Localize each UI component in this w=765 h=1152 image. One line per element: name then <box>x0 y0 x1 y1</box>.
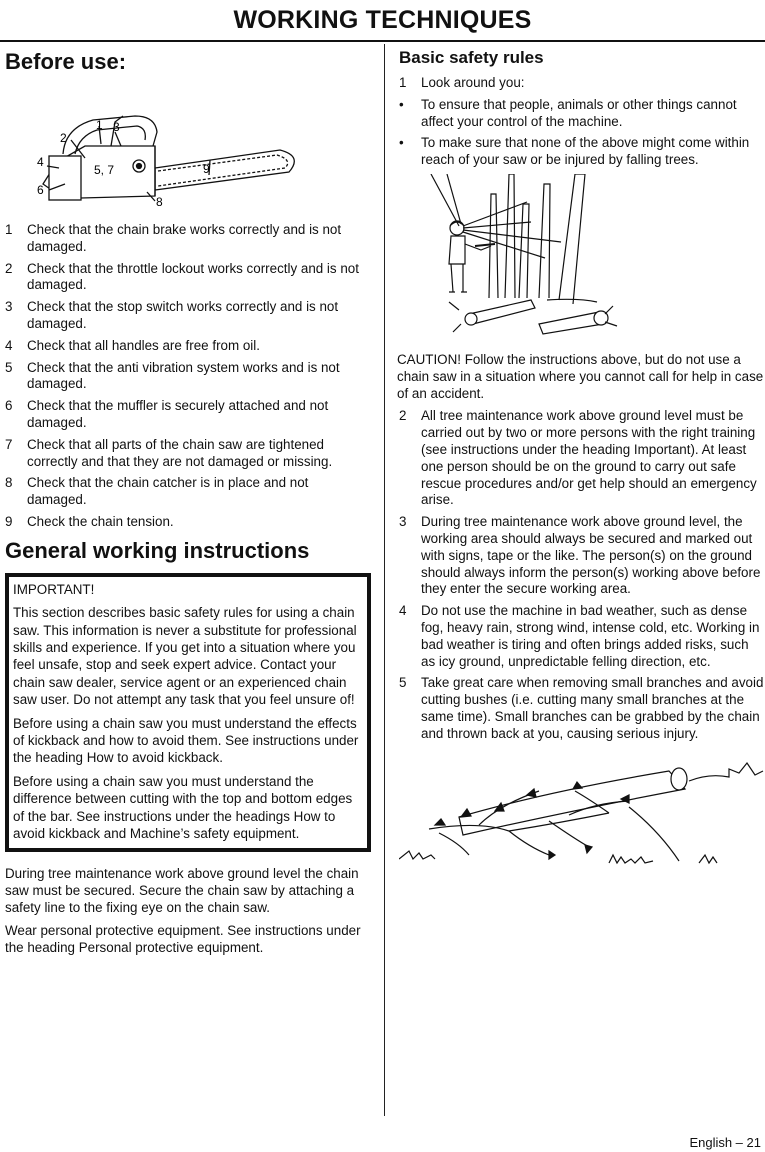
list-item <box>5 261 371 295</box>
bullet-item <box>399 97 765 131</box>
item-text: Look around you: <box>421 75 525 90</box>
list-item <box>5 514 371 531</box>
item-number: 2 <box>5 260 13 276</box>
item-number: 3 <box>5 299 13 315</box>
list-item <box>5 475 371 509</box>
item-text: Check that the chain brake works correctly and is not damaged. <box>27 222 342 254</box>
page-footer: English – 21 <box>689 1135 761 1150</box>
column-divider <box>384 44 385 1116</box>
chainsaw-illustration <box>5 76 371 214</box>
left-column <box>5 44 371 962</box>
item-text: To ensure that people, animals or other things cannot affect your control of the machine. <box>421 96 737 129</box>
fig-label-6: 6 <box>37 183 44 197</box>
item-number: 5 <box>399 675 407 691</box>
item-number: 8 <box>5 475 13 491</box>
important-paragraph: Before using a chain saw you must understand the difference between cutting with the top and bottom edges of the bar. See instructions under the headings How to avoid kickback and Machine’s safety equipment. <box>13 773 353 842</box>
item-number: 4 <box>399 603 407 619</box>
item-number: 2 <box>399 408 407 424</box>
list-item <box>399 675 765 742</box>
item-text: During tree maintenance work above ground level, the working area should always be secured and marked out with signs, tape or the like. The person(s) on the ground should always inform the person(s) working above before they enter the secure working area. <box>421 514 761 597</box>
chainsaw-figure <box>5 76 371 214</box>
item-number: 1 <box>399 75 407 90</box>
item-text: Check that the anti vibration system works and is not damaged. <box>27 359 340 392</box>
list-item <box>5 299 371 333</box>
fig-label-3: 3 <box>113 120 120 134</box>
item-text: Check that all parts of the chain saw are tightened correctly and that they are not damaged or missing. <box>27 436 333 469</box>
fig-label-8: 8 <box>156 195 163 209</box>
item-text: Do not use the machine in bad weather, such as dense fog, heavy rain, strong wind, intense cold, etc. Working in bad weather is tiring and often brings added risks, such as icy ground, unpredictable felling direction, etc. <box>421 603 760 669</box>
page-title: WORKING TECHNIQUES <box>0 4 765 42</box>
item-text: Check that the stop switch works correctly and is not damaged. <box>27 299 339 331</box>
bullet-mark: • <box>399 135 404 151</box>
bullet-mark: • <box>399 96 404 112</box>
item-number: 5 <box>5 359 13 375</box>
list-item <box>5 437 371 471</box>
item-text: Check that the muffler is securely attached and not damaged. <box>27 398 329 430</box>
item-text: Check that the throttle lockout works correctly and is not damaged. <box>27 260 359 293</box>
list-item <box>5 398 371 432</box>
item-number: 6 <box>5 398 13 414</box>
before-use-checklist <box>5 222 371 531</box>
fig-label-9: 9 <box>203 162 210 176</box>
list-item <box>5 338 371 355</box>
item-number: 1 <box>5 222 13 237</box>
list-item <box>399 603 765 670</box>
important-notice-box <box>5 573 371 853</box>
branches-illustration <box>399 751 765 871</box>
item-text: All tree maintenance work above ground level must be carried out by two or more persons with the right training (see instructions under the heading Important). At least one person should be on the ground to carry out safe rescue procedures and/or get help should an emergency arise. <box>421 408 757 508</box>
before-use-heading: Before use: <box>5 49 127 74</box>
list-item <box>399 75 765 92</box>
fig-label-2: 2 <box>60 131 67 145</box>
item-number: 7 <box>5 436 13 452</box>
general-working-heading: General working instructions <box>5 537 310 563</box>
item-number: 9 <box>5 513 13 529</box>
item-text: Check that all handles are free from oil. <box>27 337 260 353</box>
branches-figure <box>399 751 765 871</box>
felling-trees-figure <box>399 174 765 346</box>
item-text: Check that the chain catcher is in place and not damaged. <box>27 475 309 508</box>
right-column <box>399 44 765 871</box>
item-text: Take great care when removing small branches and avoid cutting bushes (i.e. cutting many small branches at the same time). Small branches can be grabbed by the chain and thrown back at you, causing serious injury. <box>421 675 764 741</box>
important-paragraph: Before using a chain saw you must understand the effects of kickback and how to avoid them. See instructions under the heading How to avoid kickback. <box>13 715 359 766</box>
fig-label-5-7: 5, 7 <box>94 163 115 177</box>
item-number: 3 <box>399 514 407 530</box>
basic-safety-heading: Basic safety rules <box>399 48 544 67</box>
fig-label-4: 4 <box>37 155 44 169</box>
list-item <box>399 408 765 509</box>
felling-trees-illustration <box>399 174 765 346</box>
paragraph: During tree maintenance work above ground level the chain saw must be secured. Secure the chain saw by attaching a safety line to the fixing eye on the chain saw. <box>5 866 359 916</box>
list-item <box>399 514 765 598</box>
list-item <box>5 360 371 394</box>
fig-label-1: 1 <box>96 118 103 132</box>
important-title: IMPORTANT! <box>13 581 95 597</box>
important-paragraph: This section describes basic safety rules for using a chain saw. This information is never a substitute for professional skills and experience. If you get into a situation where you feel unsafe, stop and seek expert advice. Contact your chain saw dealer, service agent or an experienced chain saw user. Do not attempt any task that you feel unsure of! <box>13 605 357 708</box>
caution-paragraph: CAUTION! Follow the instructions above, but do not use a chain saw in a situation where you cannot call for help in case of an accident. <box>397 351 764 401</box>
paragraph: Wear personal protective equipment. See instructions under the heading Personal protective equipment. <box>5 922 361 955</box>
item-number: 4 <box>5 337 13 353</box>
list-item <box>5 222 371 256</box>
item-text: To make sure that none of the above might come within reach of your saw or be injured by falling trees. <box>421 135 750 168</box>
item-text: Check the chain tension. <box>27 513 174 529</box>
bullet-item <box>399 135 765 169</box>
